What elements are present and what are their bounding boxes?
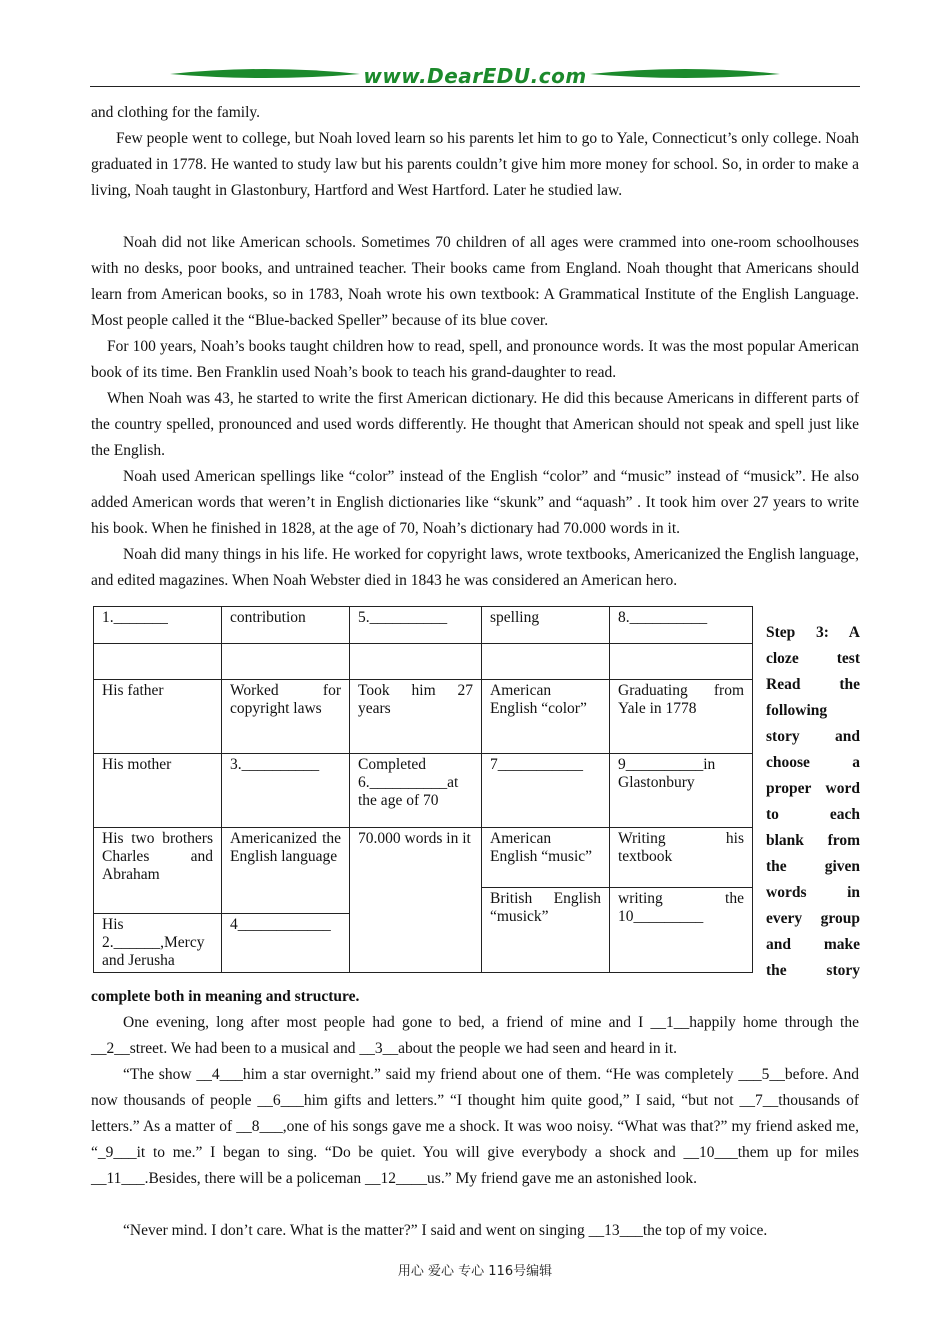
table-cell: 8.__________ [610,607,753,644]
table-cell: Worked for copyright laws [222,680,350,754]
table-cell: His father [94,680,222,754]
table-cell: His 2.______,Mercy and Jerusha [94,914,222,973]
instruction-line: Step 3: A [766,624,860,641]
table-cell: British English “musick” [482,888,610,973]
instruction-line: the given [766,858,860,875]
table-cell: 1._______ [94,607,222,644]
paragraph-4: When Noah was 43, he started to write the first American dictionary. He did this because Americans in different parts of the country spelled, pronounced and used words differently. He thought that American should not speak and spell just like the English. [91,390,859,459]
instruction-line: story and [766,728,860,745]
instruction-line: the story [766,962,860,979]
table-row [94,754,753,828]
table-cell: 7___________ [482,754,610,828]
story-paragraph-0: One evening, long after most people had gone to bed, a friend of mine and I __1__happily home through the __2__street. We had been to a musical and __3__about the people we had seen and heard in it. [91,1014,859,1057]
paragraph-2: Noah did not like American schools. Sometimes 70 children of all ages were crammed into one-room schoolhouses with no desks, poor books, and untrained teacher. Their books came from England. Noah thought that Americans should learn from American books, so in 1783, Noah wrote his own textbook: A Grammatical Institute of the English Language. Most people called it the “Blue-backed Speller” because of its blue cover. [91,234,859,329]
table-cell: 70.000 words in it [350,828,482,973]
table-cell: spelling [482,607,610,644]
page-footer: 用心 爱心 专心 116号编辑 [397,1264,553,1279]
table-cell: 3.__________ [222,754,350,828]
table-cell [482,644,610,680]
instruction-line: blank from [766,832,860,849]
table-row [94,828,753,888]
paragraph-6: Noah did many things in his life. He worked for copyright laws, wrote textbooks, Americanized the English language, and edited magazines. When Noah Webster died in 1843 he was considered an American hero. [91,546,859,589]
table-cell: 5.__________ [350,607,482,644]
instruction-line: following [766,702,828,719]
table-cell [222,644,350,680]
instruction-line: Read the [766,676,860,693]
instruction-line: to each [766,806,860,823]
table-cell: 9__________in Glastonbury [610,754,753,828]
table-cell: Writing his textbook [610,828,753,888]
table-cell [610,644,753,680]
table-cell: 4____________ [222,914,350,973]
table-cell: His mother [94,754,222,828]
site-logo-text[interactable]: www.DearEDU.com [363,64,587,88]
table-row [94,607,753,644]
paragraph-1: Few people went to college, but Noah loved learn so his parents let him to go to Yale, Connecticut’s only college. Noah graduated in 1778. He wanted to study law but his parents couldn’t give him more money for school. So, in order to make a living, Noah taught in Glastonbury, Hartford and West Hartford. Later he studied law. [91,130,859,199]
table-cell [94,644,222,680]
table-cell: contribution [222,607,350,644]
table-cell: His two brothers Charles and Abraham [94,828,222,914]
table-cell: Completed 6.__________at the age of 70 [350,754,482,828]
instruction-line: cloze test [766,650,860,667]
table-cell: American English “color” [482,680,610,754]
story-paragraph-1: “The show __4___him a star overnight.” said my friend about one of them. “He was completely ___5__before. And now thousands of people __6___him gifts and letters.” “I thought him quite good,” I said, “but not __7__thousands of letters.” As a matter of __8___,one of his songs gave me a shock. It was woo noisy. “What was that?” my friend asked me, “_9___it to me.” I began to sing. “Do be quiet. You will give everybody a shock and __10___them up for miles __11___.Besides, there will be a policeman __12____us.” My friend gave me an astonished look. [91,1066,859,1187]
instruction-line: choose a [766,754,860,771]
table-cell: American English “music” [482,828,610,888]
instruction-line: proper word [766,780,860,797]
table-cell: writing the 10_________ [610,888,753,973]
instruction-line: and make [766,936,860,953]
paragraph-0: and clothing for the family. [91,104,261,121]
story-paragraph-2: “Never mind. I don’t care. What is the matter?” I said and went on singing __13___the top of my voice. [123,1222,768,1239]
information-table [93,606,753,973]
instruction-line: words in [766,884,860,901]
table-row [94,680,753,754]
table-row [94,644,753,680]
table-cell: Took him 27 years [350,680,482,754]
paragraph-3: For 100 years, Noah’s books taught children how to read, spell, and pronounce words. It was the most popular American book of its time. Ben Franklin used Noah’s book to teach his grand-daughter to read. [91,338,859,381]
table-cell: Graduating from Yale in 1778 [610,680,753,754]
paragraph-5: Noah used American spellings like “color” instead of the English “color” and “music” instead of “musick”. He also added American words that weren’t in English dictionaries like “skunk” and “aquash” . It took him over 27 years to write his book. When he finished in 1828, at the age of 70, Noah’s dictionary had 70.000 words in it. [91,468,859,537]
table-cell: Americanized the English language [222,828,350,914]
step3-instruction-tail: complete both in meaning and structure. [91,988,360,1005]
instruction-line: every group [766,910,860,927]
header-divider [90,86,860,87]
table-cell [350,644,482,680]
step3-instructions [766,620,860,984]
